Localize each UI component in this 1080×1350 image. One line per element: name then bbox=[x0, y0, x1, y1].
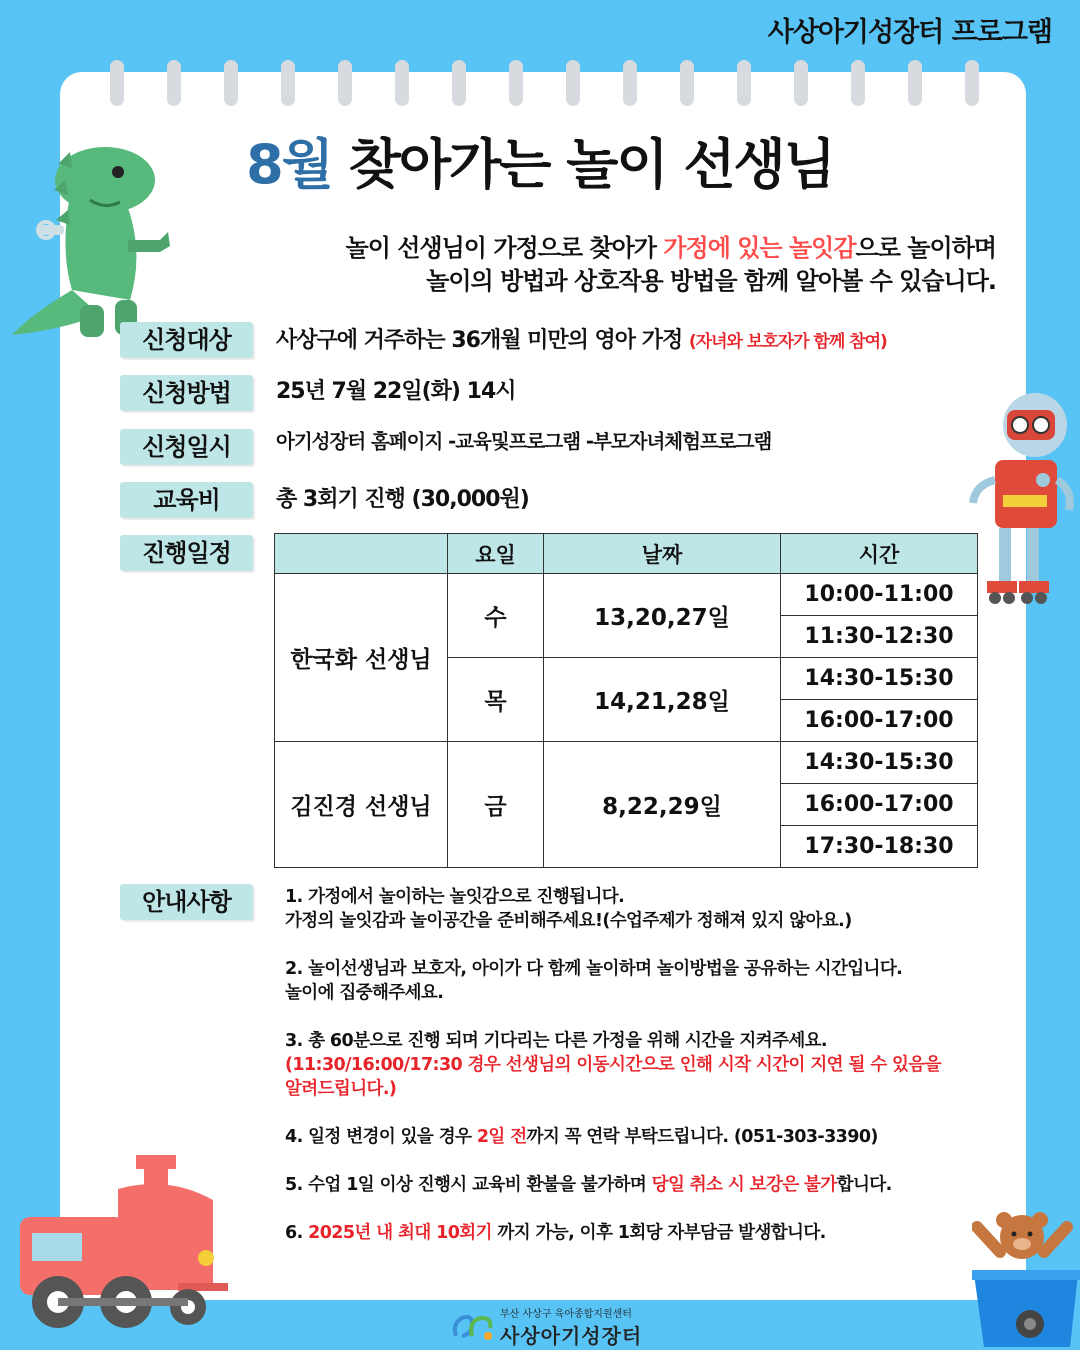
date-fri: 8,22,29일 bbox=[544, 742, 781, 868]
date-thu: 14,21,28일 bbox=[544, 658, 781, 742]
note-5 bbox=[285, 1173, 985, 1197]
note-1a: 1. 가정에서 놀이하는 놀잇감으로 진행됩니다. bbox=[285, 887, 625, 907]
note-4-red: 2일 전 bbox=[476, 1127, 527, 1147]
info-fee: 총 3회기 진행 (30,000원) bbox=[276, 487, 529, 512]
note-5-red: 당일 취소 시 보강은 불가 bbox=[651, 1175, 837, 1195]
info-date: 아기성장터 홈페이지 -교육및프로그램 -부모자녀체험프로그램 bbox=[276, 430, 772, 453]
notes-list bbox=[285, 885, 985, 1245]
note-2a: 2. 놀이선생님과 보호자, 아이가 다 함께 놀이하며 놀이방법을 공유하는 시간입니다. bbox=[285, 959, 903, 979]
day-thu: 목 bbox=[448, 658, 544, 742]
title-month: 8월 bbox=[246, 133, 332, 196]
label-date: 신청일시 bbox=[120, 429, 253, 465]
schedule-header-row bbox=[275, 534, 978, 574]
note-5-b: 합니다. bbox=[836, 1175, 892, 1195]
info-applicant bbox=[276, 323, 887, 354]
intro-line-1-b: 으로 놀이하며 bbox=[855, 234, 996, 262]
info-applicant-note: (자녀와 보호자가 함께 참여) bbox=[688, 332, 887, 352]
intro-text bbox=[346, 232, 996, 298]
robot-illustration bbox=[965, 385, 1075, 610]
note-3b: (11:30/16:00/17:30 경우 선생님의 이동시간으로 인해 시작 시간이 지연 될 수 있음을 bbox=[285, 1055, 941, 1075]
page-title bbox=[0, 122, 1080, 199]
label-schedule: 진행일정 bbox=[120, 535, 253, 571]
label-notes: 안내사항 bbox=[120, 884, 253, 920]
time-slot: 17:30-18:30 bbox=[781, 826, 978, 868]
note-6-red: 2025년 내 최대 10회기 bbox=[308, 1223, 492, 1243]
teacher-2: 김진경 선생님 bbox=[275, 742, 448, 868]
note-3a: 3. 총 60분으로 진행 되며 기다리는 다른 가정을 위해 시간을 지켜주세요. bbox=[285, 1031, 827, 1051]
spiral-rings bbox=[90, 60, 990, 115]
time-slot: 14:30-15:30 bbox=[781, 742, 978, 784]
schedule-table bbox=[274, 533, 978, 868]
intro-line-1 bbox=[346, 232, 996, 265]
intro-line-1-a: 놀이 선생님이 가정으로 찾아가 bbox=[345, 234, 664, 262]
intro-highlight: 가정에 있는 놀잇감 bbox=[663, 234, 856, 262]
intro-line-2: 놀이의 방법과 상호작용 방법을 함께 알아볼 수 있습니다. bbox=[426, 267, 996, 295]
header-time: 시간 bbox=[781, 534, 978, 574]
program-label: 사상아기성장터 프로그램 bbox=[767, 17, 1052, 48]
time-slot: 14:30-15:30 bbox=[781, 658, 978, 700]
day-wed: 수 bbox=[448, 574, 544, 658]
time-slot: 11:30-12:30 bbox=[781, 616, 978, 658]
teddy-bear-illustration bbox=[972, 1212, 1080, 1350]
label-applicant: 신청대상 bbox=[120, 322, 253, 358]
note-1b: 가정의 놀잇감과 놀이공간을 준비해주세요!(수업주제가 정해져 있지 않아요.) bbox=[285, 911, 852, 931]
header-date: 날짜 bbox=[544, 534, 781, 574]
note-2b: 놀이에 집중해주세요. bbox=[285, 983, 444, 1003]
time-slot: 16:00-17:00 bbox=[781, 700, 978, 742]
info-method: 25년 7월 22일(화) 14시 bbox=[276, 379, 516, 404]
note-3c: 알려드립니다.) bbox=[285, 1079, 397, 1099]
note-4 bbox=[285, 1125, 985, 1149]
note-6-b: 까지 가능, 이후 1회당 자부담금 발생합니다. bbox=[491, 1223, 826, 1243]
note-4-a: 4. 일정 변경이 있을 경우 bbox=[285, 1127, 477, 1147]
header-day: 요일 bbox=[448, 534, 544, 574]
footer-logo bbox=[450, 1305, 642, 1349]
footer-org-main: 사상아기성장터 bbox=[500, 1324, 643, 1348]
time-slot: 16:00-17:00 bbox=[781, 784, 978, 826]
table-row bbox=[275, 742, 978, 784]
day-fri: 금 bbox=[448, 742, 544, 868]
time-slot: 10:00-11:00 bbox=[781, 574, 978, 616]
teacher-1: 한국화 선생님 bbox=[275, 574, 448, 742]
note-6-a: 6. bbox=[285, 1223, 309, 1243]
note-5-a: 5. 수업 1일 이상 진행시 교육비 환불을 불가하며 bbox=[285, 1175, 652, 1195]
label-fee: 교육비 bbox=[120, 482, 253, 518]
header-teacher bbox=[275, 534, 448, 574]
logo-icon bbox=[450, 1310, 496, 1344]
table-row bbox=[275, 574, 978, 616]
footer-org-sub: 부산 사상구 육아종합지원센터 bbox=[500, 1309, 632, 1320]
title-main: 찾아가는 놀이 선생님 bbox=[348, 133, 834, 196]
info-applicant-text: 사상구에 거주하는 36개월 미만의 영아 가정 bbox=[276, 328, 683, 353]
train-illustration bbox=[18, 1155, 233, 1345]
label-method: 신청방법 bbox=[120, 375, 253, 411]
note-4-b: 까지 꼭 연락 부탁드립니다. (051-303-3390) bbox=[526, 1127, 878, 1147]
note-6 bbox=[285, 1221, 985, 1245]
date-wed: 13,20,27일 bbox=[544, 574, 781, 658]
